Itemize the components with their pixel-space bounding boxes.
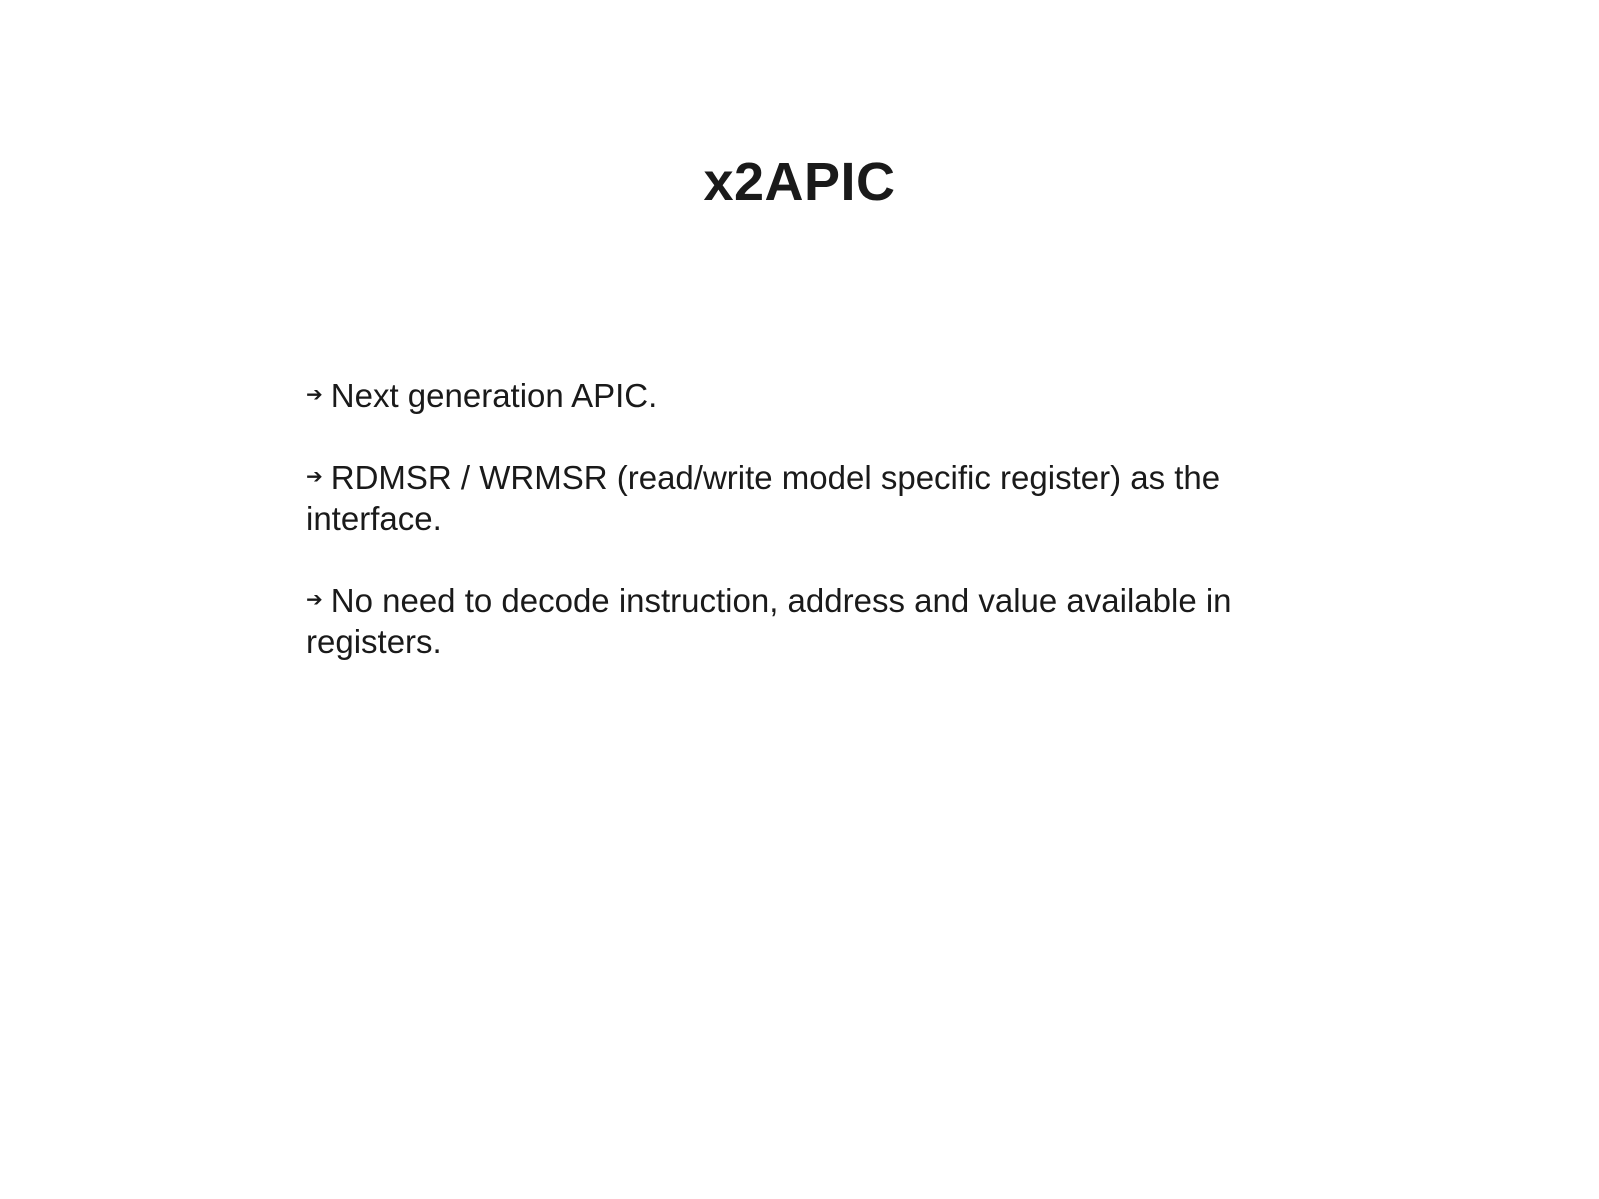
bullet-item — [306, 375, 1266, 416]
bullet-list — [306, 375, 1266, 703]
bullet-text: No need to decode instruction, address and value available in registers. — [306, 582, 1232, 660]
bullet-item — [306, 457, 1266, 539]
bullet-item — [306, 580, 1266, 662]
arrow-right-icon: ➔ — [306, 384, 323, 406]
slide-title: x2APIC — [703, 152, 896, 212]
arrow-right-icon: ➔ — [306, 589, 323, 611]
bullet-text: RDMSR / WRMSR (read/write model specific register) as the interface. — [306, 459, 1221, 537]
bullet-text: Next generation APIC. — [330, 377, 658, 414]
arrow-right-icon: ➔ — [306, 466, 323, 488]
